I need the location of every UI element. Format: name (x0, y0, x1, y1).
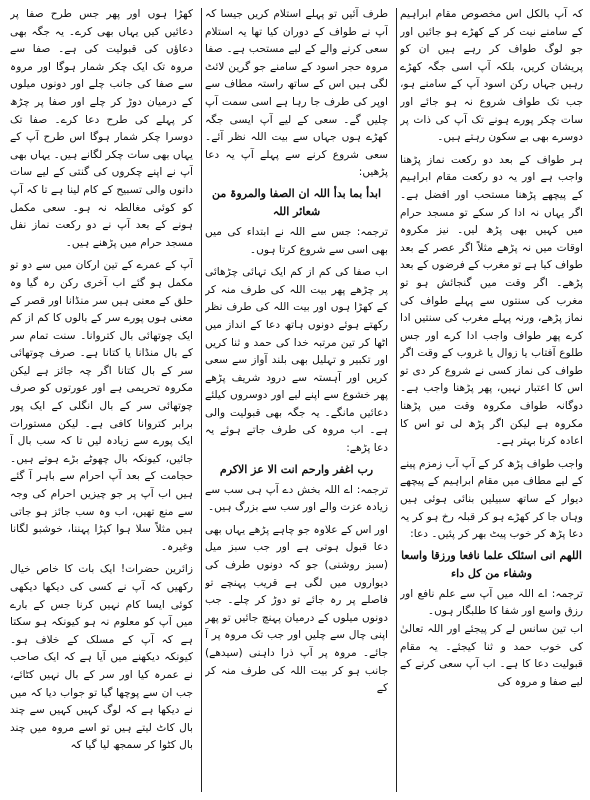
text-column-middle (205, 6, 388, 794)
paragraph: کھڑا ہوں اور پھر جس طرح صفا پر دعائیں کیں یہاں بھی کرے۔ یہ جگہ بھی دعاؤں کی قبولیت کی ہے۔ صفا سے مروہ تک ایک چکر شمار ہوگا اور مروہ سے صفا کی جانب چلے اور دونوں میلوں کے درمیان دوڑ کر چلے اور صفا پر چڑھ کر پہلے کی طرح دعا کرے۔ صفا تک دوسرا چکر شمار ہوگا اس طرح آپ کے یہاں بھی سات چکر لگانے ہیں۔ یہاں بھی آپ نے اپنے چکروں کی گنتی کے لیے سات دانوں والی تسبیح کے کام لینا ہے تا کہ آپ کو کوئی مغالطہ نہ ہو۔ سعی مکمل ہونے کے بعد آپ نے دو رکعت نماز نفل مسجد حرام میں پڑھنے ہیں۔ (10, 8, 193, 249)
translation: ترجمہ: اے اللہ بخش دے آپ ہی سب سے زیادہ عزت والے اور سب سے بزرگ ہیں۔ (205, 483, 388, 514)
text-column-left (10, 6, 193, 794)
column-divider (396, 8, 397, 792)
paragraph: اور اس کے علاوہ جو چاہے پڑھے یہاں بھی دعا قبول ہوتی ہے اور جب سبز میل (سبز روشنی) جو کہ دونوں طرف کی دیواروں میں لگی ہے قریب پہنچے تو فاصلے پر رہ جائے تو دوڑ کر چلے۔ جب دونوں میلوں کے درمیان پہنچ جائیں تو پھر اپنی چال سے چلیں اور جب تک مروہ پر آ جائے۔ مروہ پر آپ ذرا داہنی (سیدھے) جانب ہو کر بیت اللہ کی طرف منہ کر کے (205, 523, 388, 695)
column-divider (201, 8, 202, 792)
arabic-dua: اللھم انی اسئلک علما نافعا ورزقا واسعا وشفاء من کل داء (401, 548, 582, 580)
text-column-right (400, 6, 583, 794)
arabic-dua: ابدأ بما بدأ اللہ ان الصفا والمروۃ من شعائر اللہ (211, 186, 382, 218)
arabic-dua: رب اغفر وارحم انت الا عز الاکرم (219, 462, 374, 476)
paragraph: طرف آئیں تو پہلے استلام کریں جیسا کہ آپ نے طواف کے دوران کیا تھا یہ استلام سعی کرنے والے کے لیے مستحب ہے۔ صفا مروہ حجر اسود کے سامنے جو گرین لائٹ لگی ہیں اس کے ساتھ راستہ مطاف سے اوپر کی طرف جا رہا ہے اسی سمت آپ چلیں گے۔ سعی کے لیے آپ ایسی جگہ کھڑے ہوں جہاں سے بیت اللہ نظر آئے۔ سعی شروع کرنے سے پہلے آپ یہ دعا پڑھیں: (205, 8, 388, 179)
paragraph: کہ آپ بالکل اس مخصوص مقام ابراہیم کے سامنے نیت کر کے کھڑے ہو جائیں اور جو لوگ طواف کر رہے ہیں ان کو پریشان کریں، بلکہ آپ اسی جگہ کھڑے رہیں جہاں رکن اسود آپ کے سامنے ہو، جب تک طواف شروع نہ ہو جائے اور سات چکر پورے ہونے تک آپ کی ذات پر دوسرے بھی بے سکون رہتے ہیں۔ (400, 8, 583, 144)
paragraph: واجب طواف پڑھ کر کے آپ آب زمزم پینے کے لیے مطاف میں مقام ابراہیم کے پیچھے دیوار کے ساتھ سبیلیں بنائی ہوئی ہیں وہاں جا کر کھڑے ہو کر قبلہ رخ ہو کر یہ دعا پڑھ کر خوب پیٹ بھر کر پئیں۔ دعا: (400, 457, 583, 541)
paragraph: زائرین حضرات! ایک بات کا خاص خیال رکھیں کہ آپ نے کسی کی دیکھا دیکھی کوئی ایسا کام نہیں کرنا جس کے بارے میں آپ کو معلوم نہ ہو کیونکہ ہو سکتا ہے کہ آپ کے مسلک کے خلاف ہو۔ کیونکہ دیکھنے میں آیا ہے کہ ایک صاحب نے عمرہ کیا اور سر کے بال نہیں کٹائے، جب ان سے پوچھا گیا تو جواب دیا کہ میں نے دیکھا ہے کہ لوگ کہیں کہیں سے چند بال کاٹ لیتے ہیں تو اسے مروہ میں چند بال کٹوا کر سمجھ لیا گیا کہ (10, 563, 193, 752)
paragraph: آپ کے عمرے کے تین ارکان میں سے دو تو مکمل ہو گئے اب آخری رکن رہ گیا وہ حلق کے معنی ہیں سر منڈانا اور قصر کے معنی ہوں پورے سر کے بالوں کا کم از کم ایک چوتھائی بال کتروانا۔ سنت تمام سر کے بال منڈانا یا کتانا ہے۔ صرف چوتھائی سر کے بال کتانا اگر چہ جائز ہے لیکن مکروہ تحریمی ہے اور عورتوں کو صرف چوتھائی سر کے بال انگلی کے ایک پور برابر کتروانا کافی ہے۔ لیکن مستورات ایک پورے سے زیادہ لیں تا کہ سب بال آ جائیں، کیونکہ بال چھوٹے بڑے ہوتے ہیں۔ حجامت کے بعد آپ احرام سے باہر آ گئے ہیں اب آپ پر جو چیزیں احرام کی وجہ سے منع تھیں، اب وہ سب جائز ہو جاتی ہیں مثلاً سلا ہوا کپڑا پہننا، خوشبو لگانا وغیرہ۔ (10, 259, 193, 553)
paragraph: اب تین سانس لے کر پیجئے اور اللہ تعالیٰ کی خوب حمد و ثنا کیجئے۔ یہ مقام قبولیت دعا کا ہے۔ اب آپ سعی کرنے کے لیے صفا و مروہ کی (400, 623, 583, 688)
translation: ترجمہ: جس سے اللہ نے ابتداء کی میں بھی اسی سے شروع کرتا ہوں۔ (205, 225, 388, 256)
paragraph: اب صفا کی کم از کم ایک تہائی چڑھائی پر چڑھے پھر بیت اللہ کی طرف منہ کر کے کھڑا ہوں اور بیت اللہ کی طرف نظر رکھتے ہوئے دونوں ہاتھ دعا کے انداز میں اٹھا کر تین مرتبہ خدا کی حمد و ثنا کریں اور تکبیر و تہلیل بھی بلند آواز سے سعی کریں اور آہستہ سے درود شریف پڑھے پھر خشوع سے اپنے لیے اور دوسروں کیلئے دعائیں مانگے۔ یہ جگہ بھی قبولیت والی ہے۔ اب مروہ کی طرف جاتے ہوئے یہ دعا پڑھے: (205, 266, 388, 455)
translation: ترجمہ: اے اللہ میں آپ سے علم نافع اور رزق واسع اور شفا کا طلبگار ہوں۔ (400, 587, 583, 618)
paragraph: ہر طواف کے بعد دو رکعت نماز پڑھنا واجب ہے اور یہ دو رکعت مقام ابراہیم کے پیچھے پڑھنا مستحب اور افضل ہے۔ اگر یہاں نہ ادا کر سکے تو مسجد حرام میں کہیں بھی پڑھ لیں۔ نیز مکروہ اوقات میں نہ پڑھے مثلاً اگر عصر کے بعد طواف کیا ہے تو مغرب کے فرضوں کے بعد پڑھے۔ اگر وقت میں گنجائش ہو تو مغرب کی سنتوں سے پہلے طواف کی نماز پڑھے، ورنہ پہلے مغرب کی سنتیں ادا کرے پھر طواف واجب ادا کرے اور جس طلوع آفتاب یا زوال یا غروب کے وقت اگر طواف کی نماز کسی نے شروع کر دی تو اس کا اعتبار نہیں، پھر پڑھنا واجب ہے۔ دوگانہ طواف مکروہ وقت میں پڑھنا مکروہ ہے لیکن اگر پڑھ لی تو اس کا اعادہ کرنا بہتر ہے۔ (400, 153, 583, 448)
